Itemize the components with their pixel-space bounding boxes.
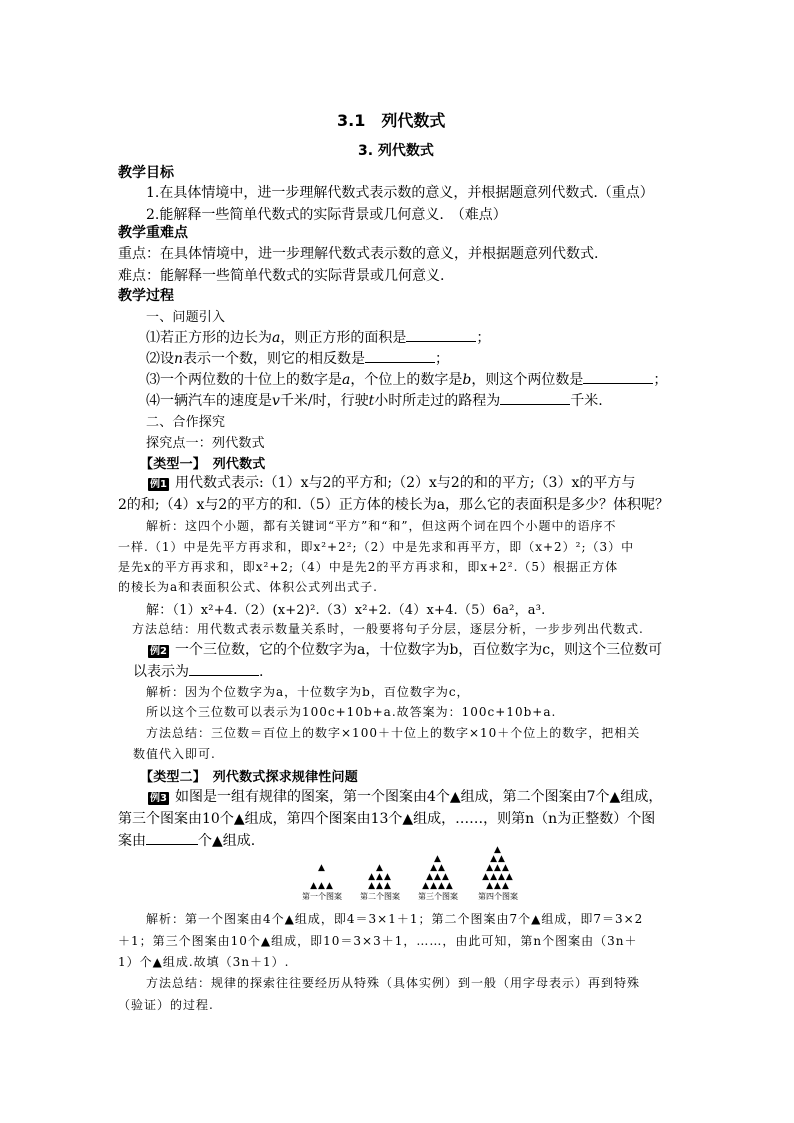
ex3-text: 如图是一组有规律的图案，第一个图案由4个▲组成，第二个图案由7个▲组成， <box>174 789 663 805</box>
ex1-solution-2: 一样.（1）中是先平方再求和，即x²+2²;（2）中是先求和再平方，即（x+2）²;（3）中 <box>118 540 635 554</box>
ex1-answer: 解：（1）x²+4.（2）(x+2)².（3）x²+2.（4）x+4.（5）6a²，a³. <box>146 603 546 618</box>
ex1-solution-3: 是先x的平方再求和，即x²+2;（4）中是先2的平方再求和，即x+2².（5）根据正方体 <box>118 560 619 574</box>
type-1-heading: 【类型一】 列代数式 <box>140 457 266 472</box>
example-2-line-2: 以表示为 . <box>133 664 264 680</box>
ex1-solution-4: 的棱长为a和表面积公式、体积公式列出式子. <box>118 580 378 594</box>
process-heading: 教学过程 <box>118 288 174 304</box>
q4-text: ⑷一辆汽车的速度是 <box>146 393 272 409</box>
page-title: 3.1 列代数式 <box>337 111 446 130</box>
example-1-badge: 例1 <box>150 479 167 490</box>
q4-text-d: 千米. <box>570 393 603 409</box>
ex3-solution-2: ＋1；第三个图案由10个▲组成，即10＝3×3＋1，……，由此可知，第n个图案由（3n＋ <box>118 934 638 948</box>
example-2-badge: 例2 <box>150 646 167 657</box>
pattern-3: ▲ ▲▲ ▲▲▲ ▲▲▲▲ <box>422 854 454 891</box>
triangle-pattern-figure <box>296 843 528 905</box>
intro-question-3: ⑶一个两位数的十位上的数字是a，个位上的数字是b，则这个两位数是 ； <box>146 372 668 388</box>
type-2-heading: 【类型二】 列代数式探求规律性问题 <box>140 770 358 785</box>
method-summary-3a: 方法总结：规律的探索往往要经历从特殊（具体实例）到一般（用字母表示）再到特殊 <box>146 976 641 990</box>
method-summary-2a: 方法总结：三位数＝百位上的数字×100＋十位上的数字×10＋个位上的数字，把相关 <box>146 726 641 740</box>
ex3-solution-3: 1）个▲组成.故填（3n＋1）. <box>118 955 290 969</box>
ex1-solution-1: 解析：这四个小题，都有关键词“平方”和“和”，但这两个词在四个小题中的语序不 <box>146 519 617 533</box>
q4-text-c: 小时所走过的路程为 <box>374 393 501 409</box>
q3-text: ⑶一个两位数的十位上的数字是 <box>146 372 342 388</box>
q3-text-b: ，个位上的数字是 <box>350 372 463 388</box>
example-3-line-3 <box>118 830 255 850</box>
q1-text: ⑴若正方形的边长为 <box>146 330 272 346</box>
page-subtitle: 3. 列代数式 <box>358 143 434 159</box>
example-3-badge: 例3 <box>150 793 167 804</box>
ex3-text-3: 案由 <box>118 833 146 849</box>
q2-text: ⑵设 <box>146 351 174 367</box>
ex2-solution-2: 所以这个三位数可以表示为100c+10b+a.故答案为：100c+10b+a. <box>146 705 557 719</box>
method-summary-3b: （验证）的过程. <box>118 998 214 1012</box>
example-2-line-1 <box>148 639 662 659</box>
keypoints-heading: 教学重难点 <box>118 225 188 241</box>
q3-text-c: ，则这个两位数是 <box>471 372 584 388</box>
pattern-4: ▲ ▲▲ ▲▲▲ ▲▲▲▲ ▲▲▲ <box>482 845 514 891</box>
pattern-2: ▲ ▲▲▲ ▲▲▲ <box>368 863 392 891</box>
intro-question-4: ⑷一辆汽车的速度是v千米/时，行驶t小时所走过的路程为 千米. <box>146 393 603 409</box>
goals-heading: 教学目标 <box>118 165 174 181</box>
answer-blank <box>189 663 259 676</box>
example-3-line-1 <box>148 786 662 806</box>
method-summary-2b: 数值代入即可. <box>133 747 216 761</box>
intro-heading: 一、问题引入 <box>146 310 226 325</box>
figure-label-1: 第一个图案 <box>302 892 342 901</box>
q1-text-b: ，则正方形的面积是 <box>280 330 407 346</box>
intro-question-1: ⑴若正方形的边长为a，则正方形的面积是 ； <box>146 330 491 346</box>
example-3-line-2: 第三个图案由10个▲组成，第四个图案由13个▲组成，……，则第n（n为正整数）个图 <box>118 811 656 827</box>
ex2-solution-1: 解析：因为个位数字为a，十位数字为b，百位数字为c， <box>146 685 470 699</box>
answer-blank <box>583 371 653 384</box>
intro-question-2: ⑵设n表示一个数，则它的相反数是 ； <box>146 351 450 367</box>
ex3-text-3b: 个▲组成. <box>198 833 256 849</box>
q4-text-b: 千米/时，行驶 <box>279 393 369 409</box>
answer-blank <box>500 392 570 405</box>
example-1-line-2: 2的和;（4）x与2的平方的和.（5）正方体的棱长为a，那么它的表面积是多少？体积呢？ <box>118 497 670 513</box>
explore-heading: 探究点一：列代数式 <box>146 436 265 451</box>
method-summary-1: 方法总结：用代数式表示数量关系时，一般要将句子分层，逐层分析，一步步列出代数式. <box>132 622 644 636</box>
pattern-1: ▲ ▲▲▲ <box>310 863 334 891</box>
coop-heading: 二、合作探究 <box>146 415 226 430</box>
ex2-text: 一个三位数，它的个位数字为a，十位数字为b，百位数字为c，则这个三位数可 <box>174 642 663 658</box>
answer-blank <box>406 329 476 342</box>
q2-text-b: 表示一个数，则它的相反数是 <box>183 351 366 367</box>
ex2-text-2: 以表示为 <box>133 664 189 680</box>
figure-label-4: 第四个图案 <box>478 892 518 901</box>
ex3-solution-1: 解析：第一个图案由4个▲组成，即4＝3×1＋1；第二个图案由7个▲组成，即7＝3×2 <box>146 912 644 926</box>
ex1-text: 用代数式表示:（1）x与2的平方和;（2）x与2的和的平方;（3）x的平方与 <box>174 475 636 491</box>
answer-blank <box>146 832 198 845</box>
figure-label-3: 第三个图案 <box>418 892 458 901</box>
goal-2: 2.能解释一些简单代数式的实际背景或几何意义. （难点） <box>146 207 507 223</box>
figure-label-2: 第二个图案 <box>360 892 400 901</box>
example-1-line-1 <box>148 472 635 492</box>
keypoint-1: 重点：在具体情境中，进一步理解代数式表示数的意义，并根据题意列代数式. <box>118 246 599 262</box>
goal-1: 1.在具体情境中，进一步理解代数式表示数的意义，并根据题意列代数式.（重点） <box>146 185 654 201</box>
answer-blank <box>365 350 435 363</box>
keypoint-2: 难点：能解释一些简单代数式的实际背景或几何意义. <box>118 268 445 284</box>
